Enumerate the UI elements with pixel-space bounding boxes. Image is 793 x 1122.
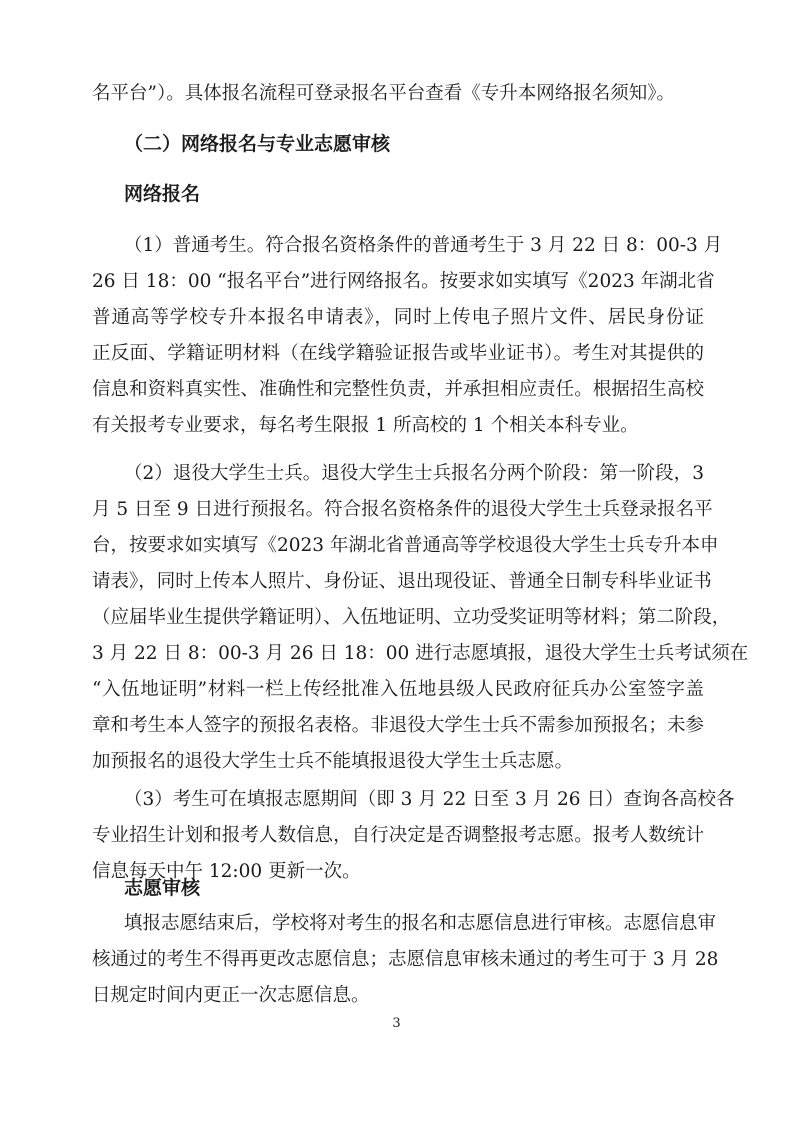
intro-line: 名平台”）。具体报名流程可登录报名平台查看《专升本网络报名须知》。 [92,83,675,104]
paragraph-line: 26 日 18：00 “报名平台”进行网络报名。按要求如实填写《2023 年湖北省 [92,271,715,292]
section-title: （二）网络报名与专业志愿审核 [124,133,391,155]
paragraph-line: （2）退役大学生士兵。退役大学生士兵报名分两个阶段：第一阶段，3 [124,463,704,484]
paragraph-line: 请表》，同时上传本人照片、身份证、退出现役证、普通全日制专科毕业证书 [92,571,712,592]
paragraph-line: “入伍地证明”材料一栏上传经批准入伍地县级人民政府征兵办公室签字盖 [92,679,704,700]
paragraph-line: 正反面、学籍证明材料（在线学籍验证报告或毕业证书）。考生对其提供的 [92,343,704,364]
paragraph-line: 有关报考专业要求，每名考生限报 1 所高校的 1 个相关本科专业。 [92,415,639,436]
paragraph-line: 日规定时间内更正一次志愿信息。 [92,985,370,1006]
paragraph-line: 信息每天中午 12:00 更新一次。 [92,861,361,882]
paragraph-line: 核通过的考生不得再更改志愿信息；志愿信息审核未通过的考生可于 3 月 28 [92,949,719,970]
paragraph-line: 章和考生本人签字的预报名表格。非退役大学生士兵不需参加预报名；未参 [92,715,704,736]
paragraph-line: （1）普通考生。符合报名资格条件的普通考生于 3 月 22 日 8：00-3 月 [124,235,723,256]
page-number: 3 [392,1016,401,1031]
paragraph-line: 月 5 日至 9 日进行预报名。符合报名资格条件的退役大学生士兵登录报名平 [92,499,713,520]
paragraph-line: 普通高等学校专升本报名申请表》，同时上传电子照片文件、居民身份证 [92,307,704,328]
paragraph-line: 3 月 22 日 8：00-3 月 26 日 18：00 进行志愿填报，退役大学生士兵考试须在 [92,643,749,664]
paragraph-line: 台，按要求如实填写《2023 年湖北省普通高等学校退役大学生士兵专升本申 [92,535,719,556]
paragraph-line: 信息和资料真实性、准确性和完整性负责，并承担相应责任。根据招生高校 [92,379,704,400]
paragraph-line: 填报志愿结束后，学校将对考生的报名和志愿信息进行审核。志愿信息审 [124,913,717,934]
paragraph-line: （3）考生可在填报志愿期间（即 3 月 22 日至 3 月 26 日）查询各高校各 [124,789,735,810]
paragraph-line: （应届毕业生提供学籍证明）、入伍地证明、立功受奖证明等材料；第二阶段， [92,607,731,628]
paragraph-line: 专业招生计划和报考人数信息，自行决定是否调整报考志愿。报考人数统计 [92,825,704,846]
subsection-title-review: 志愿审核 [124,877,201,899]
paragraph-line: 加预报名的退役大学生士兵不能填报退役大学生士兵志愿。 [92,751,574,772]
subsection-title-online-registration: 网络报名 [124,183,201,205]
